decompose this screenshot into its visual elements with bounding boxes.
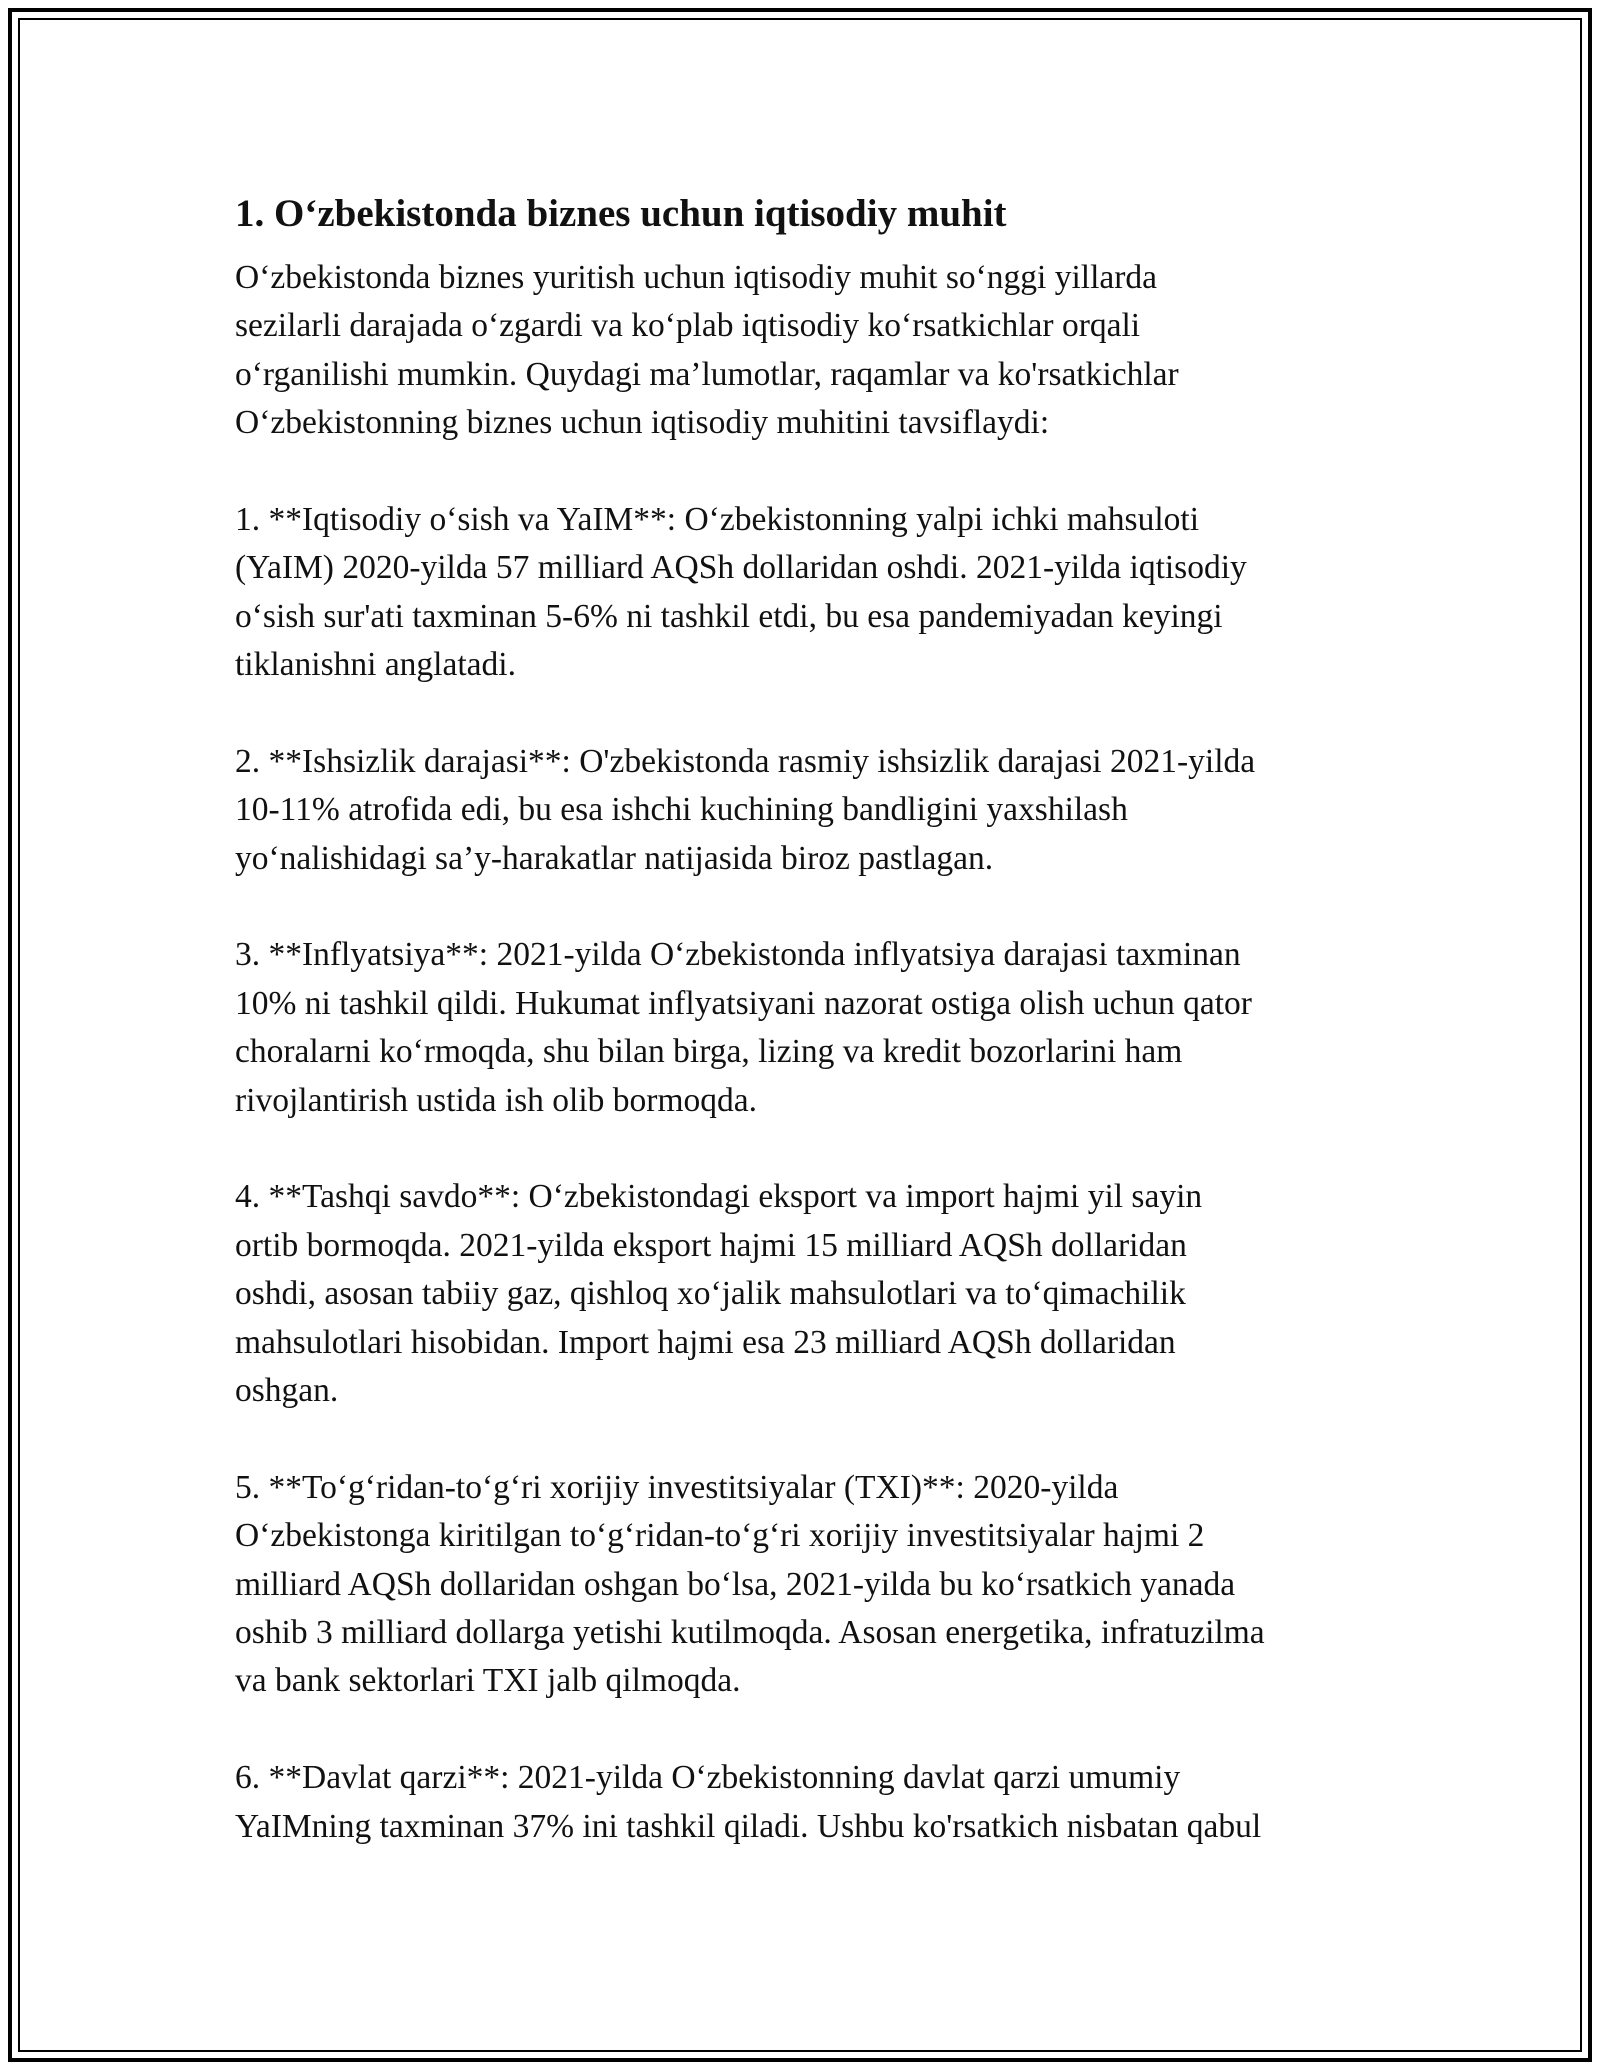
paragraph-line: oshgan. — [235, 1371, 339, 1409]
list-item-economic-growth — [235, 496, 1375, 690]
paragraph-line: 4. **Tashqi savdo**: O‘zbekistondagi eksport va import hajmi yil sayin — [235, 1178, 1203, 1216]
intro-line: O‘zbekistonning biznes uchun iqtisodiy muhitini tavsiflaydi: — [235, 404, 1050, 442]
list-item-public-debt — [235, 1754, 1375, 1851]
paragraph-line: 10% ni tashkil qildi. Hukumat inflyatsiyani nazorat ostiga olish uchun qator — [235, 984, 1252, 1022]
paragraph-line: milliard AQSh dollaridan oshgan bo‘lsa, 2021-yilda bu ko‘rsatkich yanada — [235, 1565, 1236, 1603]
paragraph-line: 3. **Inflyatsiya**: 2021-yilda O‘zbekistonda inflyatsiya darajasi taxminan — [235, 936, 1241, 974]
intro-line: o‘rganilishi mumkin. Quydagi ma’lumotlar, raqamlar va ko'rsatkichlar — [235, 355, 1179, 393]
paragraph-line: (YaIM) 2020-yilda 57 milliard AQSh dollaridan oshdi. 2021-yilda iqtisodiy — [235, 549, 1247, 587]
document-body — [235, 183, 1375, 1851]
paragraph-line: o‘sish sur'ati taxminan 5-6% ni tashkil etdi, bu esa pandemiyadan keyingi — [235, 597, 1223, 635]
list-item-unemployment — [235, 738, 1375, 883]
paragraph-line: 5. **To‘g‘ridan-to‘g‘ri xorijiy investitsiyalar (TXI)**: 2020-yilda — [235, 1468, 1119, 1506]
paragraph-line: oshdi, asosan tabiiy gaz, qishloq xo‘jalik mahsulotlari va to‘qimachilik — [235, 1275, 1186, 1313]
paragraph-line: yo‘nalishidagi sa’y-harakatlar natijasida biroz pastlagan. — [235, 839, 994, 877]
list-item-foreign-trade — [235, 1173, 1375, 1415]
paragraph-line: choralarni ko‘rmoqda, shu bilan birga, lizing va kredit bozorlarini ham — [235, 1033, 1183, 1071]
paragraph-line: 2. **Ishsizlik darajasi**: O'zbekistonda rasmiy ishsizlik darajasi 2021-yilda — [235, 742, 1256, 780]
intro-paragraph — [235, 254, 1375, 448]
paragraph-line: YaIMning taxminan 37% ini tashkil qiladi. Ushbu ko'rsatkich nisbatan qabul — [235, 1807, 1262, 1845]
paragraph-line: va bank sektorlari TXI jalb qilmoqda. — [235, 1662, 741, 1700]
section-heading: 1. O‘zbekistonda biznes uchun iqtisodiy muhit — [235, 192, 1007, 235]
paragraph-line: oshib 3 milliard dollarga yetishi kutilmoqda. Asosan energetika, infratuzilma — [235, 1613, 1265, 1651]
paragraph-line: mahsulotlari hisobidan. Import hajmi esa 23 milliard AQSh dollaridan — [235, 1323, 1176, 1361]
list-item-inflation — [235, 931, 1375, 1125]
paragraph-line: O‘zbekistonga kiritilgan to‘g‘ridan-to‘g‘ri xorijiy investitsiyalar hajmi 2 — [235, 1517, 1205, 1555]
intro-line: O‘zbekistonda biznes yuritish uchun iqtisodiy muhit so‘nggi yillarda — [235, 259, 1158, 296]
list-item-fdi — [235, 1464, 1375, 1706]
intro-line: sezilarli darajada o‘zgardi va ko‘plab iqtisodiy ko‘rsatkichlar orqali — [235, 307, 1141, 345]
paragraph-line: ortib bormoqda. 2021-yilda eksport hajmi 15 milliard AQSh dollaridan — [235, 1226, 1187, 1264]
paragraph-line: 1. **Iqtisodiy o‘sish va YaIM**: O‘zbekistonning yalpi ichki mahsuloti — [235, 500, 1200, 538]
paragraph-line: tiklanishni anglatadi. — [235, 646, 516, 684]
paragraph-line: 10-11% atrofida edi, bu esa ishchi kuchining bandligini yaxshilash — [235, 791, 1128, 829]
paragraph-line: rivojlantirish ustida ish olib bormoqda. — [235, 1081, 757, 1119]
paragraph-line: 6. **Davlat qarzi**: 2021-yilda O‘zbekistonning davlat qarzi umumiy — [235, 1759, 1181, 1797]
